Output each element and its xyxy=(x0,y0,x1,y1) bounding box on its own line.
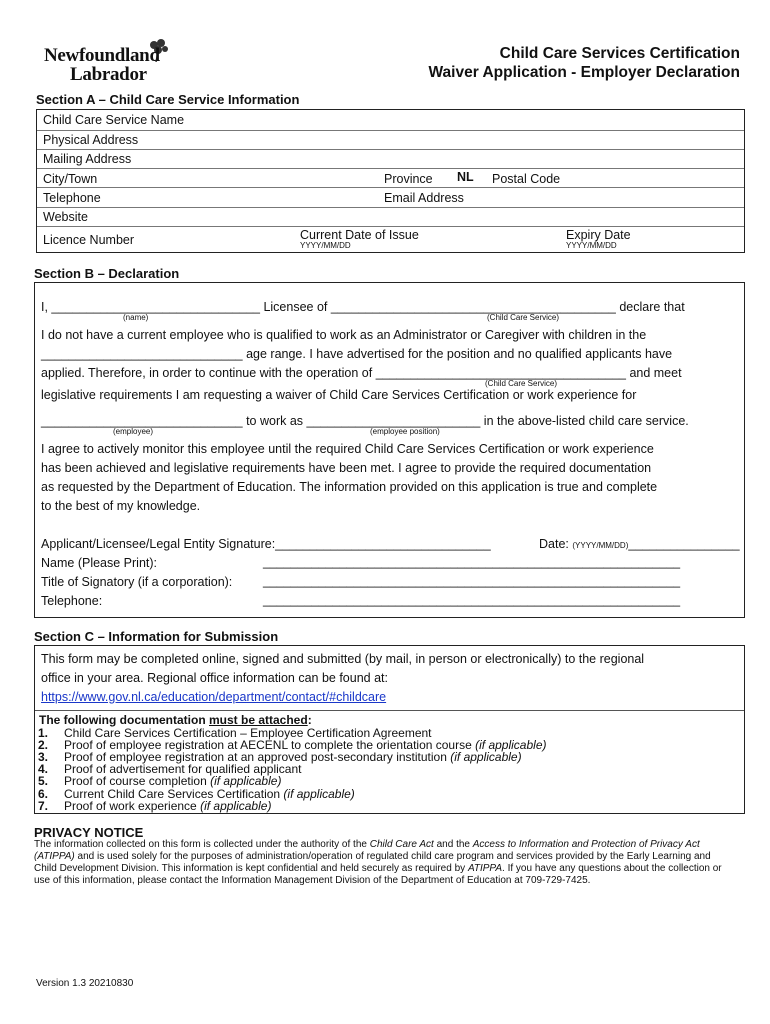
label-service-name: Child Care Service Name xyxy=(43,113,185,127)
submission-line-2: office in your area. Regional office information can be found at: xyxy=(41,671,388,685)
agreement-line-3: as requested by the Department of Education. The information provided on this application is true and complete xyxy=(41,480,658,494)
item-text: Proof of advertisement for qualified applicant xyxy=(64,762,302,777)
agreement-line-1: I agree to actively monitor this employee until the required Child Care Services Certification or work experience xyxy=(41,442,654,456)
documentation-title: The following documentation must be attached: xyxy=(39,713,312,727)
logo-text-labrador: Labrador xyxy=(70,64,147,85)
declaration-line-4[interactable]: applied. Therefore, in order to continue with the operation of ____________________________________ and meet xyxy=(41,366,682,380)
item-number: 6. xyxy=(38,786,49,801)
document-title xyxy=(428,44,740,82)
section-c-title: Section C – Information for Submission xyxy=(34,629,279,644)
item-number: 5. xyxy=(38,774,49,789)
item-note: (if applicable) xyxy=(450,750,522,765)
item-text: Proof of employee registration at AECENL to complete the orientation course xyxy=(64,738,476,753)
submission-info xyxy=(35,646,744,711)
version-label: Version 1.3 20210830 xyxy=(36,978,134,989)
item-text: Proof of course completion xyxy=(64,774,211,789)
row-city[interactable] xyxy=(37,169,744,188)
row-licence[interactable] xyxy=(37,227,744,253)
caption-name: (name) xyxy=(123,313,149,322)
date-line: ________________ xyxy=(628,537,740,551)
item-text: Child Care Services Certification – Employee Certification Agreement xyxy=(64,726,432,740)
row-physical-address[interactable] xyxy=(37,131,744,150)
label-website: Website xyxy=(43,210,88,224)
date-field[interactable] xyxy=(539,537,740,551)
submission-line-1: This form may be completed online, signed and submitted (by mail, in person or electronically) to the regional xyxy=(41,652,645,666)
row-mailing-address[interactable] xyxy=(37,150,744,169)
label-print-name: Name (Please Print): xyxy=(41,556,158,570)
date-format: (YYYY/MM/DD) xyxy=(572,541,629,550)
caption-employee-position: (employee position) xyxy=(370,427,440,436)
agreement-line-4: to the best of my knowledge. xyxy=(41,499,201,513)
item-text: Proof of work experience xyxy=(64,798,201,813)
title-line-1: Child Care Services Certification xyxy=(499,45,740,62)
row-telephone[interactable] xyxy=(37,188,744,208)
item-note: (if applicable) xyxy=(210,774,282,789)
nl-logo xyxy=(40,38,190,86)
label-telephone: Telephone xyxy=(43,191,101,205)
caption-employee: (employee) xyxy=(113,427,154,436)
item-number: 3. xyxy=(38,750,49,765)
logo-text-newfoundland: Newfoundland xyxy=(44,45,160,66)
item-number: 1. xyxy=(38,726,49,740)
label-signatory-title: Title of Signatory (if a corporation): xyxy=(41,575,233,589)
signatory-telephone-field[interactable]: ____________________________________________________________ xyxy=(263,593,681,607)
label-expiry-date: Expiry Date xyxy=(566,228,631,242)
label-physical-address: Physical Address xyxy=(43,133,139,147)
item-number: 7. xyxy=(38,798,49,813)
item-text: Proof of employee registration at an approved post-secondary institution xyxy=(64,750,451,765)
caption-child-care-service-1: (Child Care Service) xyxy=(487,313,560,322)
regional-office-link[interactable]: https://www.gov.nl.ca/education/department/contact/#childcare xyxy=(41,690,387,704)
item-text: Current Child Care Services Certification xyxy=(64,786,284,801)
label-email: Email Address xyxy=(384,191,464,205)
label-licence-number: Licence Number xyxy=(43,233,135,247)
agreement-line-2: has been achieved and legislative requirements have been met. I agree to provide the required documentation xyxy=(41,461,652,475)
item-number: 2. xyxy=(38,738,49,753)
item-note: (if applicable) xyxy=(475,738,547,753)
declaration-line-1[interactable]: I, ______________________________ Licensee of _________________________________________ declare that xyxy=(41,300,685,314)
declaration-line-3[interactable]: _____________________________ age range. I have advertised for the position and no qualified applicants have xyxy=(41,347,673,361)
province-value: NL xyxy=(457,170,474,184)
label-issue-date: Current Date of Issue xyxy=(300,228,419,242)
privacy-title: PRIVACY NOTICE xyxy=(34,825,144,840)
item-note: (if applicable) xyxy=(283,786,355,801)
label-mailing-address: Mailing Address xyxy=(43,152,132,166)
item-number: 4. xyxy=(38,762,49,777)
row-service-name[interactable] xyxy=(37,110,744,131)
declaration-line-5: legislative requirements I am requesting a waiver of Child Care Services Certification or work experience for xyxy=(41,388,637,402)
issue-date-format: YYYY/MM/DD xyxy=(300,241,351,250)
declaration-line-6[interactable]: _____________________________ to work as _________________________ in the above-listed child care service. xyxy=(41,414,689,428)
label-province: Province xyxy=(384,172,433,186)
date-label: Date: xyxy=(539,537,569,551)
item-note: (if applicable) xyxy=(200,798,272,813)
section-a-table xyxy=(36,109,745,253)
print-name-field[interactable]: ____________________________________________________________ xyxy=(263,555,681,569)
section-b-title: Section B – Declaration xyxy=(34,266,180,281)
declaration-line-2: I do not have a current employee who is qualified to work as an Administrator or Caregiver with children in the xyxy=(41,328,647,342)
signature-field[interactable]: Applicant/Licensee/Legal Entity Signature:_______________________________ xyxy=(41,537,491,551)
documentation-item xyxy=(38,799,271,813)
caption-child-care-service-2: (Child Care Service) xyxy=(485,379,558,388)
row-website[interactable] xyxy=(37,208,744,227)
section-b-box xyxy=(34,282,745,618)
label-signatory-telephone: Telephone: xyxy=(41,594,103,608)
privacy-text: The information collected on this form is collected under the authority of the Child Care Act and the Access to Information and Protection of Privacy Act (ATIPPA) and is used solely for the purposes of administration/operation of regulated child care program and services provided by the Early Learning and Child Development Division. This information is kept confidential and held securely as required by ATIPPA. If you have any questions about the collection or use of this information, please contact the Information Management Division of the Department of Education at 709-729-7425. xyxy=(34,839,722,886)
section-a-title: Section A – Child Care Service Information xyxy=(36,92,300,107)
label-postal-code: Postal Code xyxy=(492,172,561,186)
signatory-title-field[interactable]: ____________________________________________________________ xyxy=(263,574,681,588)
expiry-date-format: YYYY/MM/DD xyxy=(566,241,617,250)
label-city: City/Town xyxy=(43,172,98,186)
title-line-2: Waiver Application - Employer Declaration xyxy=(428,64,740,81)
